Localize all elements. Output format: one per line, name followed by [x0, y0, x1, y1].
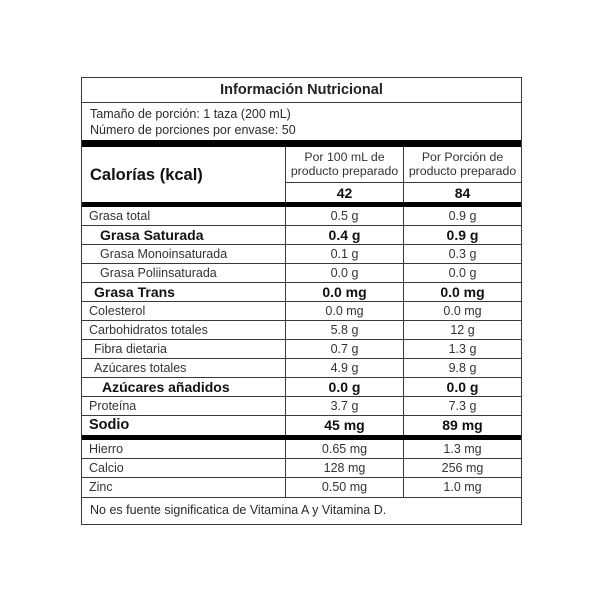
value-per-100ml: 45 mg — [286, 416, 404, 435]
nutrient-name: Hierro — [82, 440, 286, 458]
value-per-100ml: 0.0 mg — [286, 302, 404, 320]
table-row — [82, 478, 521, 497]
value-per-serving: 0.0 g — [448, 266, 477, 280]
value-per-100ml: 0.50 mg — [286, 478, 404, 497]
nutrition-facts-label — [81, 77, 522, 525]
table-row — [82, 264, 521, 283]
table-row — [82, 302, 521, 321]
column-header-line: Por Porción de — [421, 150, 504, 164]
nutrient-name: Sodio — [82, 416, 286, 435]
label-title: Información Nutricional — [82, 78, 521, 103]
value-per-serving: 0.9 g — [448, 209, 477, 223]
calories-per-100ml: 42 — [286, 183, 404, 202]
value-per-serving: 89 mg — [442, 417, 483, 433]
table-row — [82, 245, 521, 264]
nutrient-name: Azúcares totales — [82, 359, 286, 377]
column-header-line: producto preparado — [290, 163, 399, 178]
nutrient-name: Grasa Monoinsaturada — [82, 245, 286, 263]
calories-header — [82, 147, 521, 202]
nutrient-name: Calcio — [82, 459, 286, 477]
table-row — [82, 226, 521, 245]
nutrient-name: Colesterol — [82, 302, 286, 320]
calories-columns — [286, 147, 521, 202]
table-row — [82, 283, 521, 302]
value-per-100ml: 0.65 mg — [286, 440, 404, 458]
nutrient-name: Grasa Saturada — [82, 226, 286, 244]
column-header-line: producto preparado — [408, 163, 517, 178]
nutrient-name: Zinc — [82, 478, 286, 497]
nutrient-name: Fibra dietaria — [82, 340, 286, 358]
calories-label-cell — [82, 147, 286, 202]
value-per-serving: 1.3 mg — [443, 442, 482, 456]
value-per-100ml: 0.1 g — [286, 245, 404, 263]
table-row — [82, 340, 521, 359]
servings-per-container: Número de porciones por envase: 50 — [90, 123, 296, 137]
value-per-serving: 0.0 g — [446, 379, 479, 395]
column-headers — [286, 147, 521, 183]
minerals-table — [82, 440, 521, 497]
value-per-serving: 0.0 mg — [443, 304, 482, 318]
value-per-100ml: 128 mg — [286, 459, 404, 477]
value-per-serving: 0.3 g — [448, 247, 477, 261]
nutrient-name: Grasa Poliinsaturada — [82, 264, 286, 282]
value-per-serving: 1.0 mg — [443, 480, 482, 494]
value-per-100ml: 0.5 g — [286, 207, 404, 225]
column-header-per-serving — [404, 147, 521, 182]
value-per-100ml: 0.0 g — [286, 378, 404, 396]
value-per-serving: 9.8 g — [448, 361, 477, 375]
serving-info — [82, 103, 521, 140]
value-per-100ml: 0.4 g — [286, 226, 404, 244]
calories-per-serving: 84 — [454, 184, 471, 201]
calories-values — [286, 183, 521, 202]
serving-size: Tamaño de porción: 1 taza (200 mL) — [90, 107, 291, 121]
column-header-per-100ml — [286, 147, 404, 182]
nutrient-name: Azúcares añadidos — [82, 378, 286, 396]
value-per-serving: 0.0 mg — [440, 284, 485, 300]
table-row — [82, 321, 521, 340]
nutrient-name: Grasa Trans — [82, 283, 286, 301]
value-per-100ml: 0.0 g — [286, 264, 404, 282]
value-per-100ml: 5.8 g — [286, 321, 404, 339]
value-per-100ml: 3.7 g — [286, 397, 404, 415]
table-row — [82, 397, 521, 416]
value-per-100ml: 0.7 g — [286, 340, 404, 358]
value-per-100ml: 4.9 g — [286, 359, 404, 377]
thick-divider — [82, 140, 521, 147]
table-row — [82, 207, 521, 226]
table-row — [82, 416, 521, 435]
nutrient-name: Proteína — [82, 397, 286, 415]
nutrient-name: Grasa total — [82, 207, 286, 225]
table-row — [82, 378, 521, 397]
value-per-100ml: 0.0 mg — [286, 283, 404, 301]
nutrients-table — [82, 207, 521, 435]
column-header-line: Por 100 mL de — [304, 150, 385, 164]
nutrient-name: Carbohidratos totales — [82, 321, 286, 339]
table-row — [82, 440, 521, 459]
table-row — [82, 359, 521, 378]
value-per-serving: 0.9 g — [446, 227, 479, 243]
table-row — [82, 459, 521, 478]
value-per-serving: 256 mg — [441, 461, 484, 475]
value-per-serving: 7.3 g — [448, 399, 477, 413]
value-per-serving: 1.3 g — [448, 342, 477, 356]
footer-note: No es fuente significatica de Vitamina A y Vitamina D. — [82, 497, 521, 524]
value-per-serving: 12 g — [450, 323, 475, 337]
calories-label: Calorías (kcal) — [90, 166, 203, 184]
